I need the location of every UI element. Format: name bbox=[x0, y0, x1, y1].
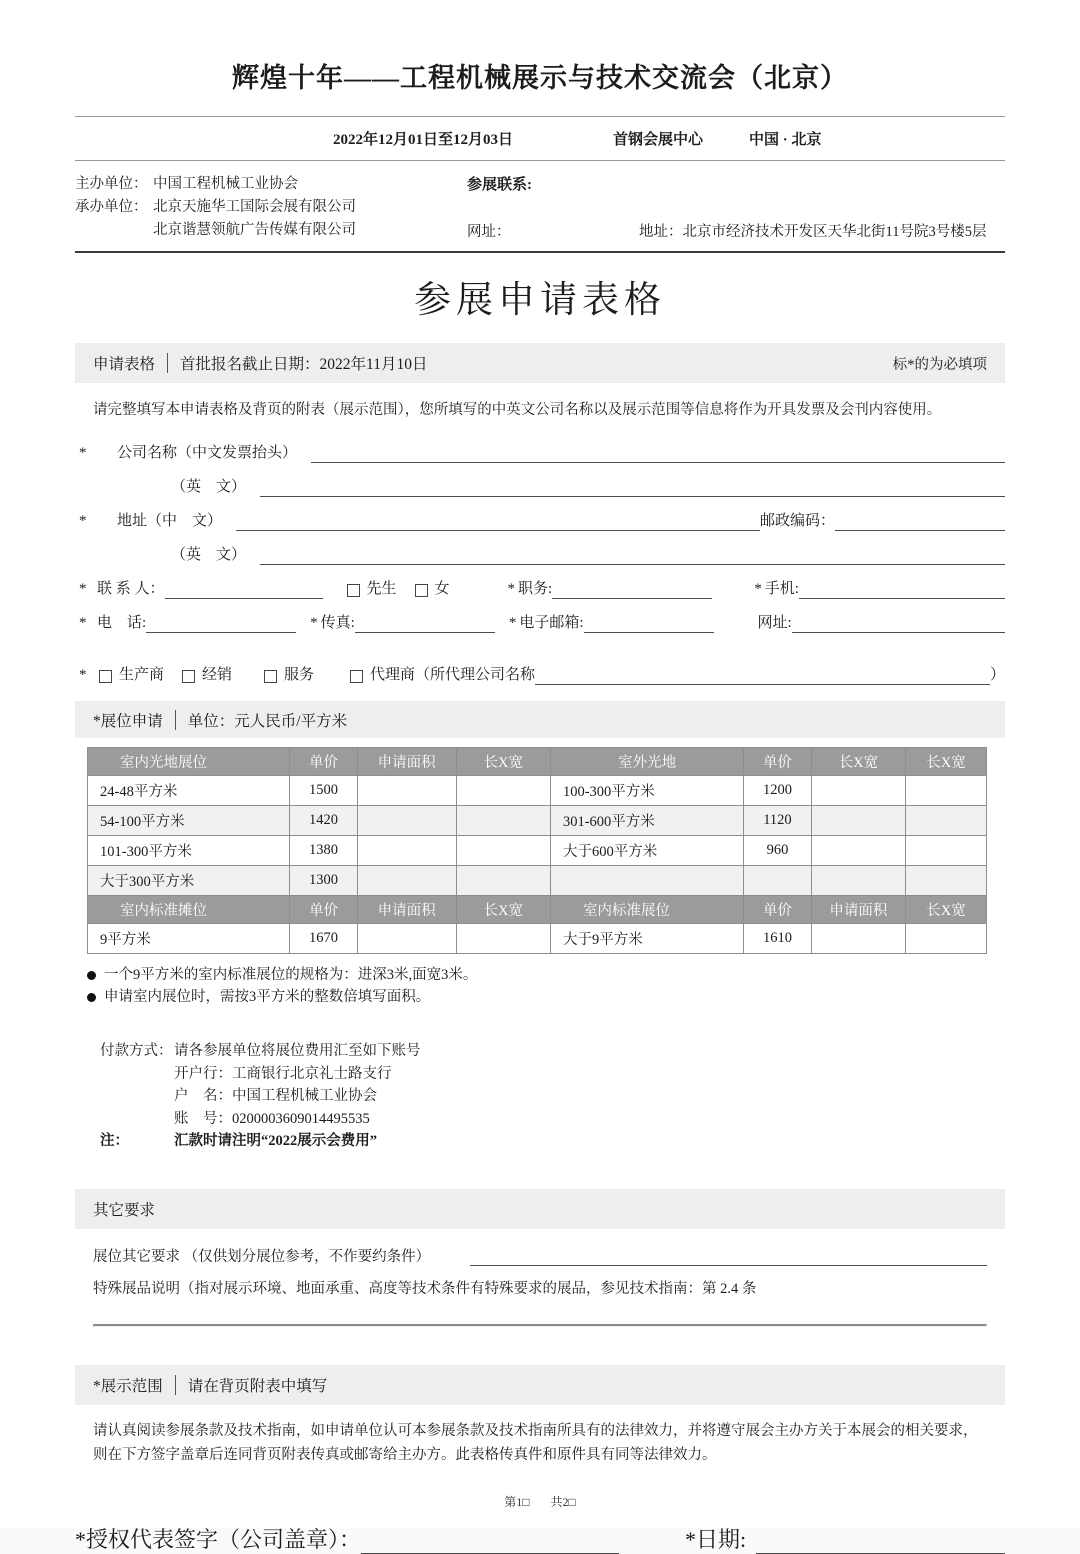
payment-note-label: 注： bbox=[100, 1133, 129, 1149]
phone-input[interactable] bbox=[146, 615, 296, 633]
required-star: * bbox=[310, 615, 318, 631]
table-input-cell[interactable] bbox=[456, 924, 550, 954]
booth-note-2: 申请室内展位时，需按3平方米的整数倍填写面积。 bbox=[104, 989, 431, 1005]
col-header: 长X宽 bbox=[906, 748, 987, 776]
payment-note: 汇款时请注明“2022展示会费用” bbox=[174, 1133, 377, 1149]
email-input[interactable] bbox=[584, 615, 714, 633]
contact-person-row bbox=[75, 579, 1005, 599]
phone-row bbox=[75, 613, 1005, 633]
size-cell: 大于300平方米 bbox=[88, 866, 290, 896]
table-input-cell[interactable] bbox=[357, 924, 456, 954]
required-star: * bbox=[79, 445, 87, 461]
event-venue: 首钢会展中心 bbox=[613, 132, 704, 148]
booth-notes bbox=[87, 964, 1005, 1008]
size-cell: 100-300平方米 bbox=[550, 776, 743, 806]
table-input-cell[interactable] bbox=[456, 836, 550, 866]
divider bbox=[75, 251, 1005, 253]
organizer-name-2: 北京谐慧领航广告传媒有限公司 bbox=[153, 222, 356, 238]
agent-company-input[interactable] bbox=[535, 667, 990, 685]
bullet-icon bbox=[87, 993, 96, 1002]
required-note: 标*的为必填项 bbox=[892, 356, 987, 373]
table-input-cell[interactable] bbox=[456, 806, 550, 836]
price-cell: 960 bbox=[744, 836, 811, 866]
other-requirement-label: 展位其它要求 （仅供划分展位参考，不作要约条件） bbox=[93, 1248, 431, 1265]
table-input-cell[interactable] bbox=[357, 806, 456, 836]
event-location: 中国 · 北京 bbox=[749, 132, 822, 148]
col-header: 申请面积 bbox=[811, 896, 905, 924]
address-en-label: （英 文） bbox=[171, 547, 247, 563]
host-label: 主办单位： bbox=[75, 176, 148, 192]
table-input-cell[interactable] bbox=[811, 776, 905, 806]
col-header: 单价 bbox=[744, 896, 811, 924]
contact-person-input[interactable] bbox=[165, 581, 323, 599]
required-star: * bbox=[507, 581, 516, 597]
required-star: * bbox=[508, 615, 517, 631]
price-cell: 1670 bbox=[290, 924, 357, 954]
mobile-input[interactable] bbox=[799, 581, 1005, 599]
mobile-label: 手机: bbox=[764, 581, 799, 597]
checkbox-agent[interactable] bbox=[350, 670, 363, 683]
size-cell: 101-300平方米 bbox=[88, 836, 290, 866]
scope-section-bar bbox=[75, 1365, 1005, 1405]
service-label: 服务 bbox=[284, 667, 315, 683]
table-input-cell[interactable] bbox=[906, 866, 987, 896]
bullet-icon bbox=[87, 971, 96, 980]
table-input-cell[interactable] bbox=[811, 836, 905, 866]
page-footer bbox=[0, 1493, 1080, 1510]
date-input[interactable] bbox=[756, 1528, 1005, 1554]
signature-input[interactable] bbox=[361, 1528, 619, 1554]
size-cell: 大于9平方米 bbox=[550, 924, 743, 954]
checkbox-service[interactable] bbox=[264, 670, 277, 683]
col-header: 申请面积 bbox=[357, 896, 456, 924]
bank-name: 工商银行北京礼士路支行 bbox=[232, 1065, 392, 1082]
signature-label: *授权代表签字（公司盖章）： bbox=[75, 1526, 362, 1552]
bar-divider bbox=[167, 353, 168, 373]
other-section-bar bbox=[75, 1189, 1005, 1229]
organizer-name-1: 北京天施华工国际会展有限公司 bbox=[153, 199, 356, 215]
required-star: * bbox=[79, 615, 87, 631]
form-title: 参展申请表格 bbox=[414, 280, 666, 321]
required-star: * bbox=[79, 581, 87, 597]
col-header: 室内光地展位 bbox=[88, 748, 290, 776]
booth-price-table bbox=[87, 747, 987, 954]
col-header: 长X宽 bbox=[456, 748, 550, 776]
contact-person-label: 联 系 人： bbox=[97, 581, 165, 597]
organizer-label: 承办单位： bbox=[75, 199, 148, 215]
price-cell: 1500 bbox=[290, 776, 357, 806]
price-cell: 1300 bbox=[290, 866, 357, 896]
special-exhibit-note: 特殊展品说明（指对展示环境、地面承重、高度等技术条件有特殊要求的展品，参见技术指南：第 2.4 条 bbox=[93, 1280, 757, 1297]
bank-label: 开户行： bbox=[174, 1065, 232, 1082]
job-title-label: 职务: bbox=[518, 581, 553, 597]
table-input-cell[interactable] bbox=[906, 924, 987, 954]
col-header: 单价 bbox=[290, 748, 357, 776]
exhibit-contact-label: 参展联系: bbox=[467, 177, 532, 193]
table-input-cell[interactable] bbox=[456, 776, 550, 806]
address-cn-row bbox=[75, 511, 1005, 531]
page-total: 共2□ bbox=[550, 1495, 576, 1509]
other-requirement-row bbox=[93, 1245, 987, 1266]
booth-unit-label: 单位：元人民币/平方米 bbox=[187, 712, 348, 730]
company-name-cn-label: 公司名称（中文发票抬头） bbox=[117, 445, 298, 461]
checkbox-dealer[interactable] bbox=[182, 670, 195, 683]
size-cell: 9平方米 bbox=[88, 924, 290, 954]
checkbox-female[interactable] bbox=[415, 584, 428, 597]
price-cell: 1380 bbox=[290, 836, 357, 866]
address-cn-input[interactable] bbox=[236, 513, 760, 531]
table-input-cell[interactable] bbox=[811, 924, 905, 954]
page-title: 辉煌十年——工程机械展示与技术交流会（北京） bbox=[232, 63, 848, 93]
price-cell: 1200 bbox=[744, 776, 811, 806]
dealer-label: 经销 bbox=[202, 667, 233, 683]
agent-close-paren: ） bbox=[989, 667, 1005, 683]
organizer-address: 地址：北京市经济技术开发区天华北街11号院3号楼5层 bbox=[639, 224, 987, 240]
col-header: 长X宽 bbox=[906, 896, 987, 924]
table-input-cell[interactable] bbox=[357, 776, 456, 806]
event-info-bar bbox=[75, 117, 1005, 160]
company-name-en-row bbox=[75, 477, 1005, 497]
company-name-en-label: （英 文） bbox=[171, 479, 247, 495]
contact-column bbox=[467, 173, 639, 241]
table-input-cell[interactable] bbox=[357, 866, 456, 896]
required-star: * bbox=[79, 667, 87, 683]
agent-label: 代理商（所代理公司名称 bbox=[370, 667, 536, 683]
table-row bbox=[88, 866, 987, 896]
intro-paragraph: 请完整填写本申请表格及背页的附表（展示范围），您所填写的中英文公司名称以及展示范围等信息将作为开具发票及会刊内容使用。 bbox=[93, 402, 942, 418]
price-cell: 1610 bbox=[744, 924, 811, 954]
col-header: 室内标准展位 bbox=[550, 896, 743, 924]
col-header: 申请面积 bbox=[357, 748, 456, 776]
company-website-label: 网址: bbox=[757, 615, 792, 631]
company-type-row bbox=[75, 665, 1005, 685]
col-header: 单价 bbox=[290, 896, 357, 924]
address-column bbox=[639, 173, 1005, 241]
col-header: 室内标准摊位 bbox=[88, 896, 290, 924]
size-cell: 24-48平方米 bbox=[88, 776, 290, 806]
size-cell: 301-600平方米 bbox=[550, 806, 743, 836]
required-star: * bbox=[79, 513, 87, 529]
date-label: *日期: bbox=[685, 1526, 747, 1552]
table-input-cell[interactable] bbox=[357, 836, 456, 866]
address-cn-label: 地址（中 文） bbox=[117, 513, 223, 529]
scope-bar-note: 请在背页附表中填写 bbox=[187, 1377, 328, 1395]
company-name-cn-row bbox=[75, 443, 1005, 463]
table-input-cell[interactable] bbox=[811, 806, 905, 836]
size-cell: 大于600平方米 bbox=[550, 836, 743, 866]
price-cell bbox=[744, 866, 811, 896]
table-header-row bbox=[88, 748, 987, 776]
postcode-input[interactable] bbox=[835, 513, 1005, 531]
postcode-label: 邮政编码： bbox=[759, 513, 835, 529]
bar-divider bbox=[175, 710, 176, 730]
size-cell: 54-100平方米 bbox=[88, 806, 290, 836]
account-no-label: 账 号： bbox=[174, 1110, 232, 1127]
other-requirement-input[interactable] bbox=[470, 1248, 987, 1266]
fax-label: 传真: bbox=[320, 615, 355, 631]
apply-bar-label: 申请表格 bbox=[93, 356, 156, 373]
table-row bbox=[88, 836, 987, 866]
organizer-list bbox=[75, 173, 467, 241]
table-row bbox=[88, 924, 987, 954]
table-row bbox=[88, 776, 987, 806]
col-header: 长X宽 bbox=[456, 896, 550, 924]
producer-label: 生产商 bbox=[119, 667, 165, 683]
deadline-text: 首批报名截止日期：2022年11月10日 bbox=[180, 356, 428, 373]
price-cell: 1120 bbox=[744, 806, 811, 836]
payment-method-label: 付款方式： bbox=[100, 1043, 173, 1059]
address-en-row bbox=[75, 545, 1005, 565]
company-website-input[interactable] bbox=[792, 615, 1005, 633]
apply-section-bar bbox=[75, 343, 1005, 383]
booth-section-bar bbox=[75, 701, 1005, 738]
company-name-en-input[interactable] bbox=[260, 479, 1005, 497]
payment-block bbox=[100, 1040, 1005, 1153]
table-input-cell[interactable] bbox=[906, 806, 987, 836]
fax-input[interactable] bbox=[355, 615, 495, 633]
required-star: * bbox=[754, 581, 762, 597]
booth-bar-label: *展位申请 bbox=[93, 712, 163, 730]
special-exhibit-input-line[interactable] bbox=[93, 1324, 987, 1327]
female-label: 女 bbox=[434, 581, 450, 597]
col-header: 室外光地 bbox=[550, 748, 743, 776]
mr-label: 先生 bbox=[366, 581, 397, 597]
bar-divider bbox=[175, 1375, 176, 1395]
organizer-block bbox=[75, 161, 1005, 251]
col-header: 单价 bbox=[744, 748, 811, 776]
account-name-label: 户 名： bbox=[174, 1088, 232, 1104]
account-name: 中国工程机械工业协会 bbox=[232, 1088, 377, 1104]
checkbox-producer[interactable] bbox=[99, 670, 112, 683]
address-en-input[interactable] bbox=[260, 547, 1005, 565]
company-name-cn-input[interactable] bbox=[311, 445, 1005, 463]
host-name: 中国工程机械工业协会 bbox=[153, 176, 298, 192]
email-label: 电子邮箱: bbox=[519, 615, 584, 631]
job-title-input[interactable] bbox=[552, 581, 712, 599]
account-no: 0200003609014495535 bbox=[232, 1110, 370, 1127]
payment-method-text: 请各参展单位将展位费用汇至如下账号 bbox=[174, 1043, 421, 1059]
other-bar-label: 其它要求 bbox=[93, 1201, 156, 1219]
website-label: 网址： bbox=[467, 224, 511, 240]
col-header: 长X宽 bbox=[811, 748, 905, 776]
table-input-cell[interactable] bbox=[811, 866, 905, 896]
form-fields bbox=[75, 443, 1005, 685]
table-header-row bbox=[88, 896, 987, 924]
price-cell: 1420 bbox=[290, 806, 357, 836]
checkbox-mr[interactable] bbox=[347, 584, 360, 597]
phone-label: 电 话: bbox=[97, 615, 147, 631]
signature-row bbox=[75, 1523, 1005, 1554]
table-input-cell[interactable] bbox=[906, 836, 987, 866]
size-cell bbox=[550, 866, 743, 896]
table-input-cell[interactable] bbox=[906, 776, 987, 806]
legal-paragraph: 请认真阅读参展条款及技术指南，如申请单位认可本参展条款及技术指南所具有的法律效力，并将遵守展会主办方关于本展会的相关要求，则在下方签字盖章后连同背页附表传真或邮寄给主办方。此表格传真件和原件具有同等法律效力。 bbox=[93, 1422, 978, 1463]
event-dates: 2022年12月01日至12月03日 bbox=[333, 132, 514, 148]
table-row bbox=[88, 806, 987, 836]
scope-bar-label: *展示范围 bbox=[93, 1377, 163, 1395]
page-number: 第1□ bbox=[504, 1495, 530, 1509]
booth-note-1: 一个9平方米的室内标准展位的规格为：进深3米,面宽3米。 bbox=[104, 967, 478, 983]
table-input-cell[interactable] bbox=[456, 866, 550, 896]
